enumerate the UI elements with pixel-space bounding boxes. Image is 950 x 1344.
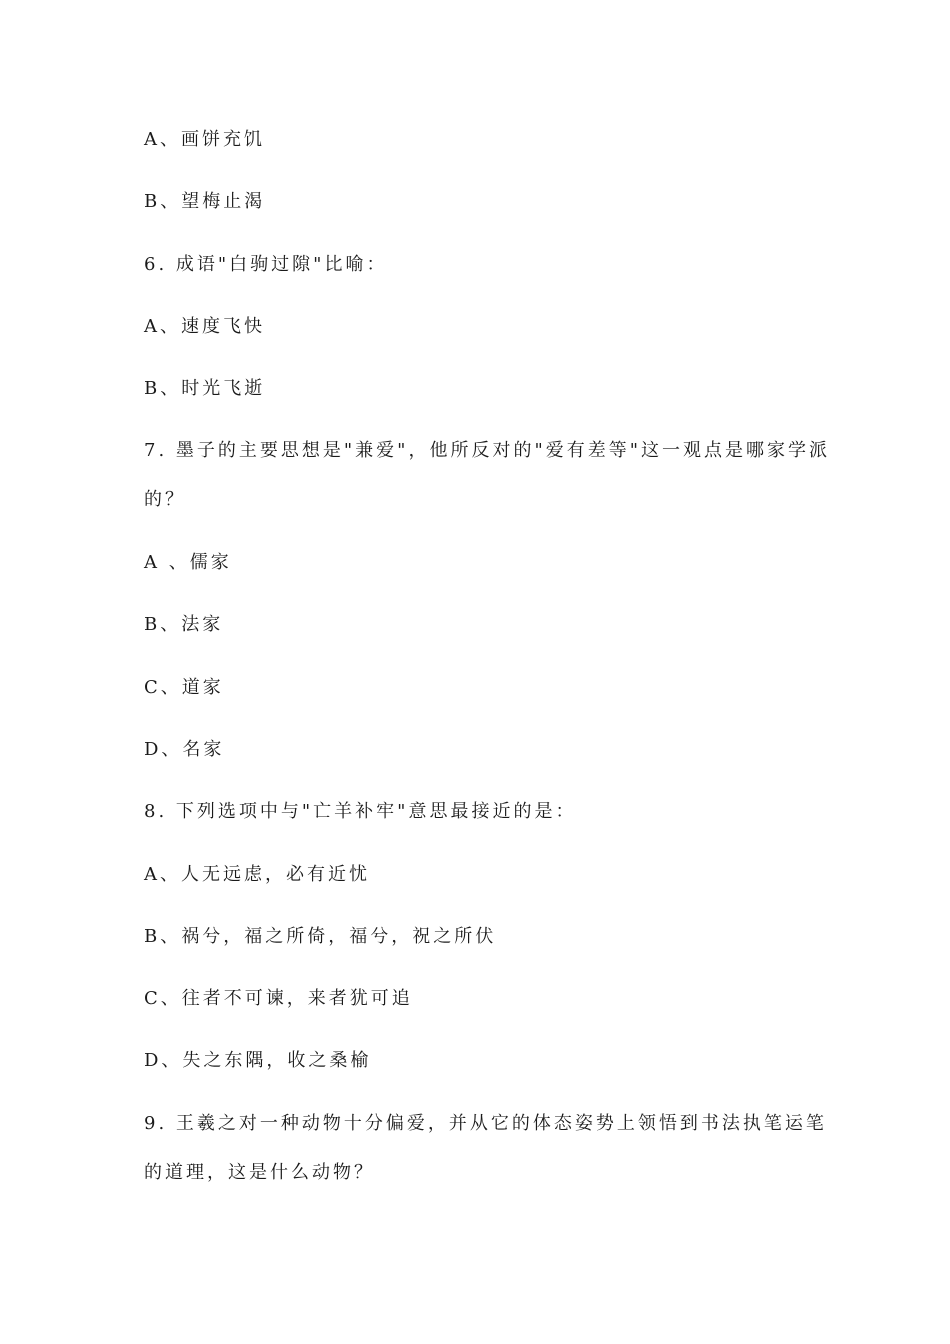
q5-option-b: B、望梅止渴 xyxy=(144,191,266,212)
q8-option-c: C、往者不可谏，来者犹可追 xyxy=(144,988,413,1009)
question-7-line-2: 的？ xyxy=(144,489,186,510)
question-6: 6. 成语"白驹过隙"比喻： xyxy=(144,254,388,275)
q7-option-b: B、法家 xyxy=(144,614,224,635)
q7-option-a: A 、儒家 xyxy=(144,552,232,573)
question-9-line-2: 的道理，这是什么动物？ xyxy=(144,1162,375,1183)
q8-option-d: D、失之东隅，收之桑榆 xyxy=(144,1050,372,1071)
q5-option-a: A、画饼充饥 xyxy=(144,129,265,150)
q6-option-b: B、时光飞逝 xyxy=(144,378,266,399)
q6-option-a: A、速度飞快 xyxy=(144,316,265,337)
question-8: 8. 下列选项中与"亡羊补牢"意思最接近的是： xyxy=(144,801,577,822)
question-7-line-1: 7. 墨子的主要思想是"兼爱"，他所反对的"爱有差等"这一观点是哪家学派 xyxy=(144,440,831,461)
q8-option-b: B、祸兮，福之所倚，福兮，祝之所伏 xyxy=(144,926,497,947)
q7-option-c: C、道家 xyxy=(144,677,224,698)
q7-option-d: D、名家 xyxy=(144,739,225,760)
question-9-line-1: 9. 王羲之对一种动物十分偏爱，并从它的体态姿势上领悟到书法执笔运笔 xyxy=(144,1113,827,1134)
q8-option-a: A、人无远虑，必有近忧 xyxy=(144,864,370,885)
